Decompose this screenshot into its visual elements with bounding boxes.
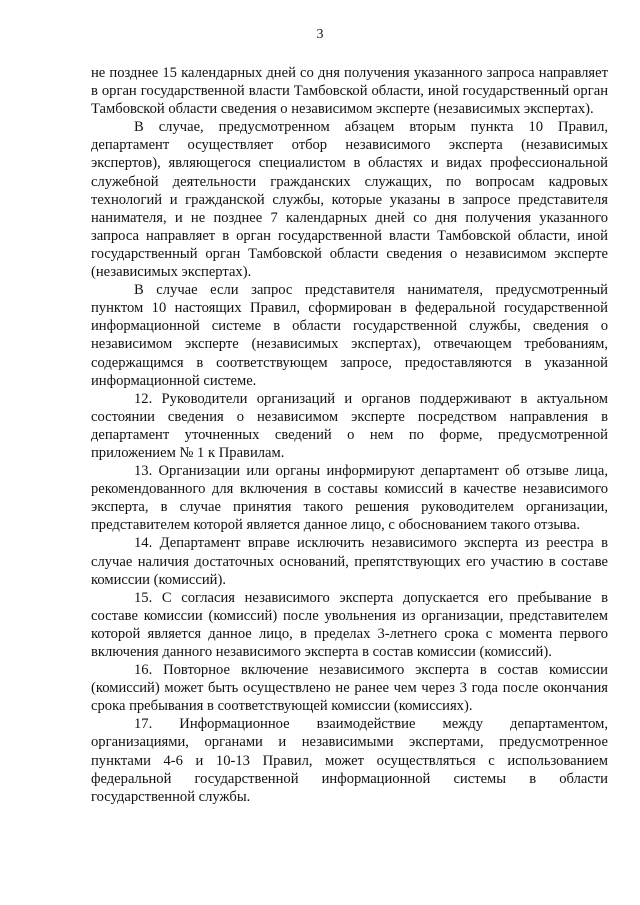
document-body <box>91 64 608 806</box>
paragraph-federal-system-case: В случае если запрос представителя нанимателя, предусмотренный пунктом 10 настоящих Правил, сформирован в федеральной государственной информационной системе в области государственной службы, сведения о независимом эксперте (независимых экспертах), отвечающем требованиям, содержащимся в соответствующем запросе, предоставляются в указанной информационной системе. <box>91 282 608 389</box>
paragraph-continuation: не позднее 15 календарных дней со дня получения указанного запроса направляет в орган государственной власти Тамбовской области, иной государственный орган Тамбовской области сведения о независимом эксперте (независимых экспертах). <box>91 65 608 118</box>
paragraph-item-16: 16. Повторное включение независимого эксперта в состав комиссии (комиссий) может быть осуществлено не ранее чем через 3 года после окончания срока пребывания в соответствующей комиссии (комиссиях). <box>91 662 608 715</box>
paragraph-item-17: 17. Информационное взаимодействие между департаментом, организациями, органами и независимыми экспертами, предусмотренное пунктами 4-6 и 10-13 Правил, может осуществляться с использованием федеральной государственной информационной системы в области государственной службы. <box>91 716 608 805</box>
paragraph-item-14: 14. Департамент вправе исключить независимого эксперта из реестра в случае наличия достаточных оснований, препятствующих его участию в составе комиссии (комиссий). <box>91 535 608 588</box>
page-number: 3 <box>316 27 324 42</box>
paragraph-item-15: 15. С согласия независимого эксперта допускается его пребывание в составе комиссии (комиссий) после увольнения из организации, представителем которой является данное лицо, в пределах 3-летнего срока с момента первого включения данного независимого эксперта в состав комиссии (комиссий). <box>91 589 608 660</box>
paragraph-item-13: 13. Организации или органы информируют департамент об отзыве лица, рекомендованного для включения в составы комиссий в качестве независимого эксперта, в случае принятия такого решения руководителем организации, представителем которой является данное лицо, с обоснованием такого отзыва. <box>91 463 608 534</box>
paragraph-item-12: 12. Руководители организаций и органов поддерживают в актуальном состоянии сведения о независимом эксперте посредством направления в департамент уточненных сведений о нем по форме, предусмотренной приложением № 1 к Правилам. <box>91 390 608 461</box>
paragraph-selection-case: В случае, предусмотренном абзацем вторым пункта 10 Правил, департамент осуществляет отбор независимого эксперта (независимых экспертов), являющегося специалистом в областях и видах профессиональной служебной деятельности гражданских служащих, по вопросам кадровых технологий и гражданской службы, которые указаны в запросе представителя нанимателя, и не позднее 7 календарных дней со дня получения указанного запроса направляет в орган государственной власти Тамбовской области, иной государственный орган Тамбовской области сведения о независимом эксперте (независимых экспертах). <box>91 119 608 281</box>
